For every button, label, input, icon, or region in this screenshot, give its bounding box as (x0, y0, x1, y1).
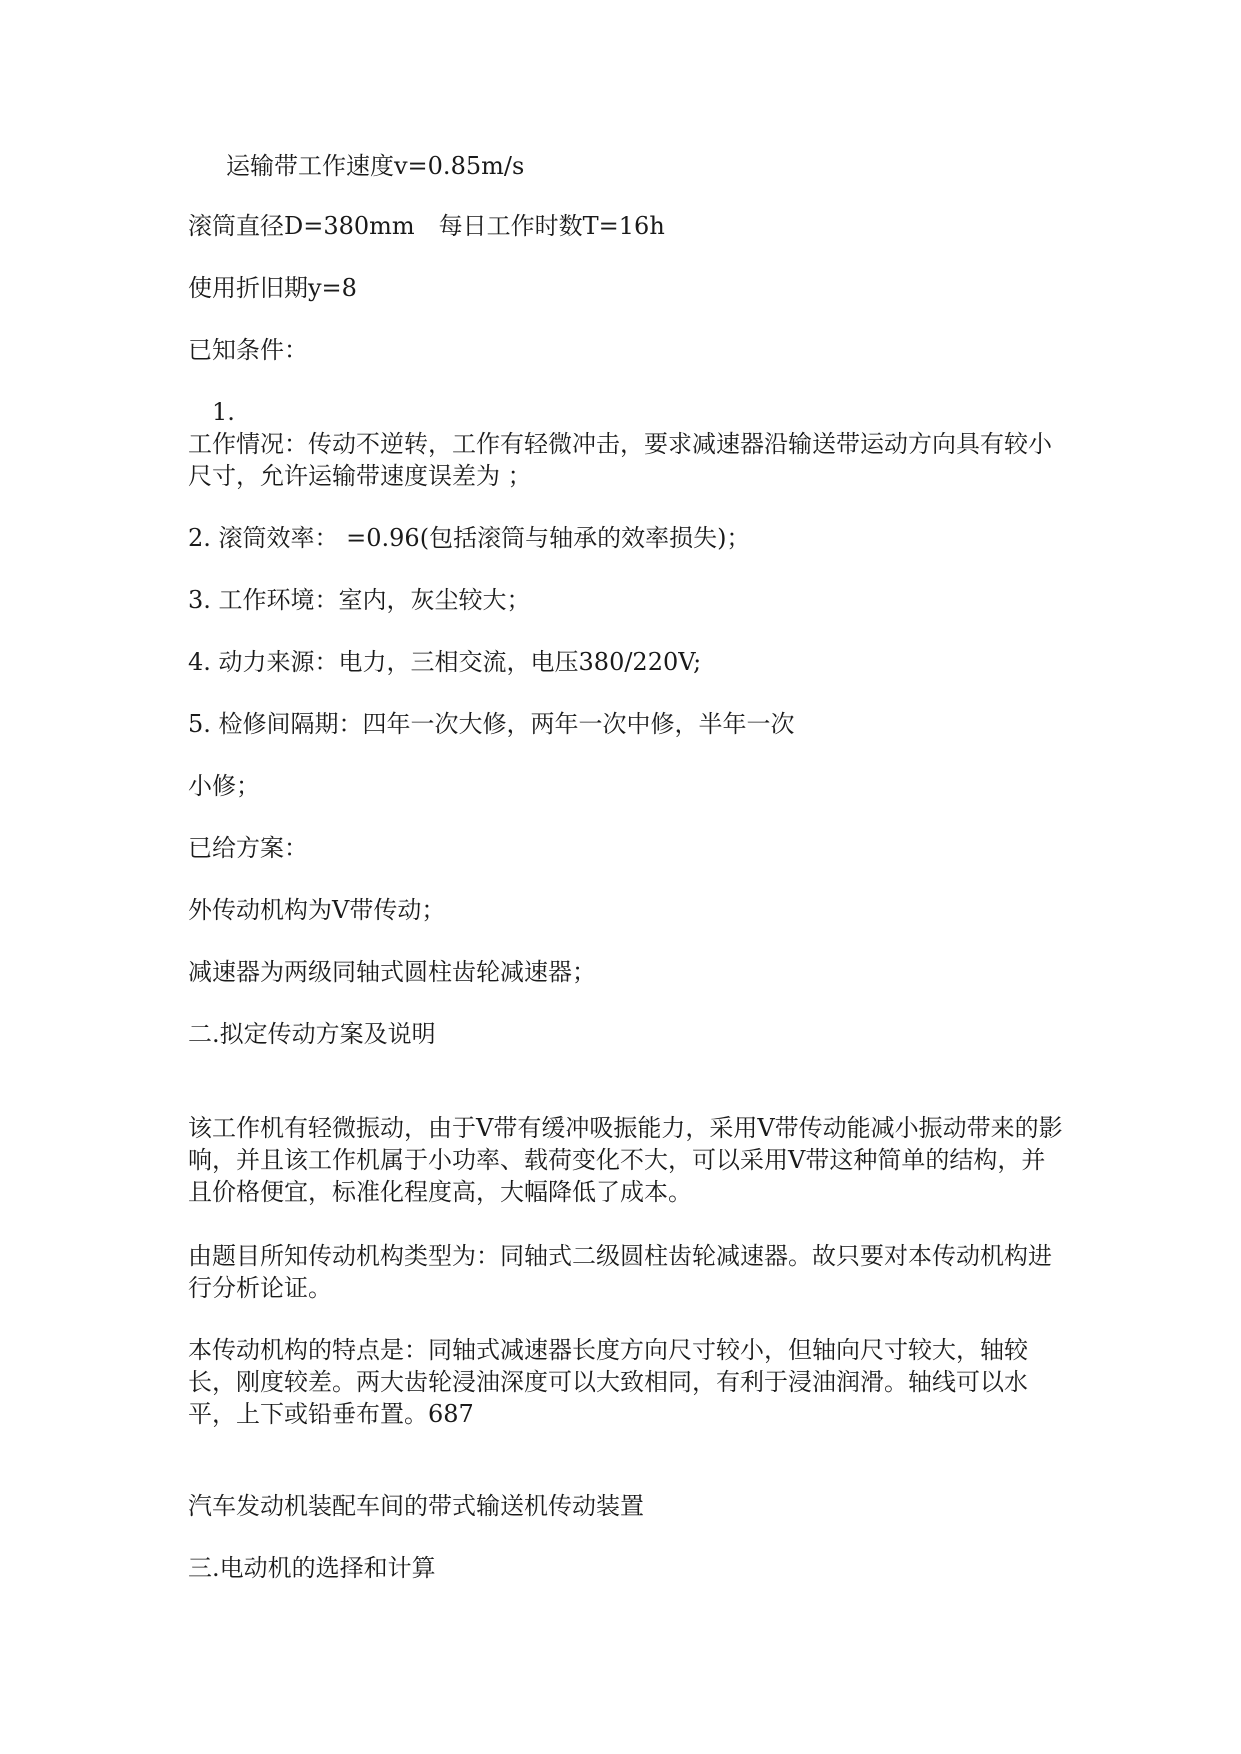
section-2-heading: 二.拟定传动方案及说明 (188, 1020, 436, 1048)
reducer-type-line: 减速器为两级同轴式圆柱齿轮减速器； (188, 958, 596, 986)
item-3-line: 3. 工作环境：室内，灰尘较大； (188, 586, 531, 614)
item-5-continuation: 小修； (188, 772, 260, 800)
external-transmission-line: 外传动机构为V带传动； (188, 896, 446, 924)
given-scheme-heading: 已给方案： (188, 834, 308, 862)
item-1-number: 1. (212, 398, 235, 426)
section-3-heading: 三.电动机的选择和计算 (188, 1554, 436, 1582)
paragraph-characteristics: 本传动机构的特点是：同轴式减速器长度方向尺寸较小，但轴向尺寸较大，轴较长，刚度较差。两大齿轮浸油深度可以大致相同，有利于浸油润滑。轴线可以水平，上下或铅垂布置。687 (188, 1336, 1028, 1428)
item-5-line: 5. 检修间隔期：四年一次大修，两年一次中修，半年一次 (188, 710, 795, 738)
item-4-line: 4. 动力来源：电力，三相交流，电压380/220V; (188, 648, 702, 676)
known-conditions-heading: 已知条件： (188, 336, 308, 364)
belt-speed-line: 运输带工作速度v=0.85m/s (226, 152, 525, 180)
depreciation-line: 使用折旧期y=8 (188, 274, 357, 302)
paragraph-v-belt: 该工作机有轻微振动，由于V带有缓冲吸振能力，采用V带传动能减小振动带来的影响，并且该工作机属于小功率、载荷变化不大，可以采用V带这种简单的结构，并且价格便宜，标准化程度高，大幅降低了成本。 (188, 1114, 1063, 1206)
subject-title-line: 汽车发动机装配车间的带式输送机传动装置 (188, 1492, 644, 1520)
drum-diameter-line: 滚筒直径D=380mm 每日工作时数T=16h (188, 212, 665, 240)
paragraph-mechanism-type: 由题目所知传动机构类型为：同轴式二级圆柱齿轮减速器。故只要对本传动机构进行分析论证。 (188, 1242, 1052, 1302)
item-1-text: 工作情况：传动不逆转，工作有轻微冲击，要求减速器沿输送带运动方向具有较小尺寸，允许运输带速度误差为 ； (188, 430, 1052, 490)
item-2-line: 2. 滚筒效率： =0.96(包括滚筒与轴承的效率损失)； (188, 524, 751, 552)
